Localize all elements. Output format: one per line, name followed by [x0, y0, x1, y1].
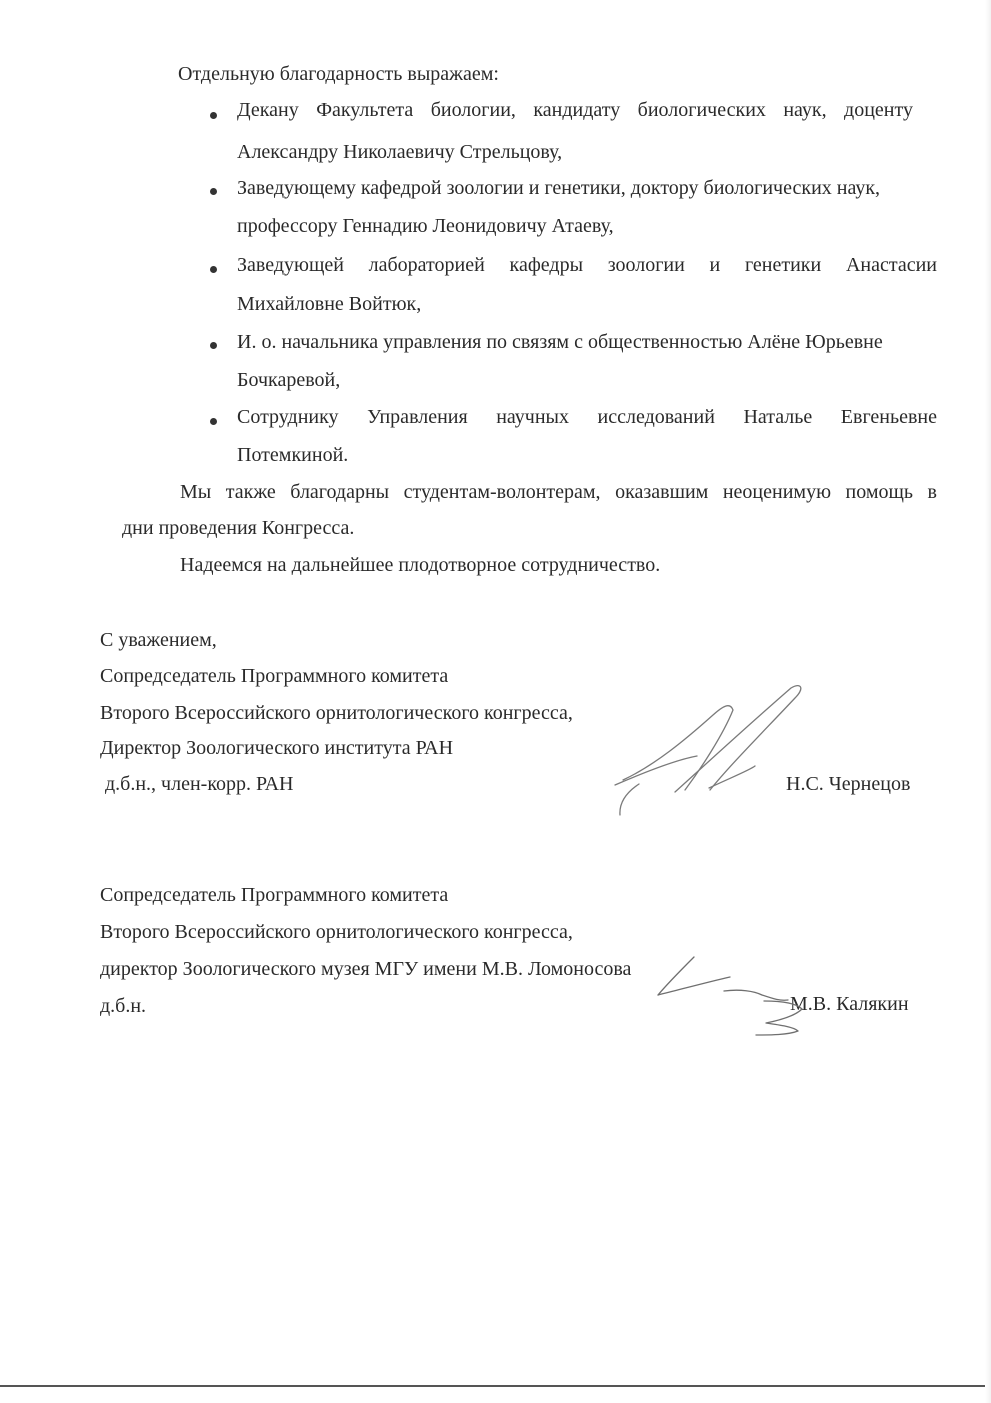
- scan-right-edge: [985, 0, 991, 1403]
- signatory2-line2: Второго Всероссийского орнитологического конгресса,: [100, 921, 573, 943]
- thanks-item-1-line1: Декану Факультета биологии, кандидату биологических наук, доценту: [237, 99, 913, 121]
- thanks-item-4-line2: Бочкаревой,: [237, 369, 341, 391]
- signatory1-line2: Второго Всероссийского орнитологического конгресса,: [100, 702, 573, 724]
- thanks-item-2-line2: профессору Геннадию Леонидовичу Атаеву,: [237, 215, 614, 237]
- signature-chernetsov: [605, 680, 815, 820]
- scan-bottom-edge: [0, 1385, 991, 1387]
- thanks-item-3-line1: Заведующей лабораторией кафедры зоологии и генетики Анастасии: [237, 254, 937, 276]
- thanks-item-3-line2: Михайловне Войтюк,: [237, 293, 422, 315]
- signatory1-line3: Директор Зоологического института РАН: [100, 737, 454, 759]
- bullet-icon: [210, 188, 217, 195]
- bullet-icon: [210, 266, 217, 273]
- signatory1-line1: Сопредседатель Программного комитета: [100, 665, 449, 687]
- signatory1-name: Н.С. Чернецов: [786, 773, 911, 795]
- volunteers-line2: дни проведения Конгресса.: [122, 517, 355, 539]
- thanks-item-2-line1: Заведующему кафедрой зоологии и генетики, доктору биологических наук,: [237, 177, 881, 199]
- bullet-icon: [210, 342, 217, 349]
- signatory2-name: М.В. Калякин: [790, 993, 909, 1015]
- signatory2-line1: Сопредседатель Программного комитета: [100, 884, 449, 906]
- thanks-item-4-line1: И. о. начальника управления по связям с общественностью Алёне Юрьевне: [237, 331, 883, 353]
- signatory2-line4: д.б.н.: [100, 995, 147, 1017]
- signature-kalyakin: [652, 945, 822, 1040]
- thanks-item-5-line1: Сотруднику Управления научных исследований Наталье Евгеньевне: [237, 406, 937, 428]
- bullet-icon: [210, 112, 217, 119]
- hope-text: Надеемся на дальнейшее плодотворное сотрудничество.: [180, 554, 661, 576]
- intro-text: Отдельную благодарность выражаем:: [178, 63, 499, 85]
- signatory2-line3: директор Зоологического музея МГУ имени М.В. Ломоносова: [100, 958, 632, 980]
- thanks-item-5-line2: Потемкиной.: [237, 444, 349, 466]
- volunteers-line1: Мы также благодарны студентам-волонтерам, оказавшим неоценимую помощь в: [180, 481, 937, 503]
- salutation: С уважением,: [100, 629, 217, 651]
- bullet-icon: [210, 418, 217, 425]
- thanks-item-1-line2: Александру Николаевичу Стрельцову,: [237, 141, 563, 163]
- signatory1-line4: д.б.н., член-корр. РАН: [100, 773, 294, 795]
